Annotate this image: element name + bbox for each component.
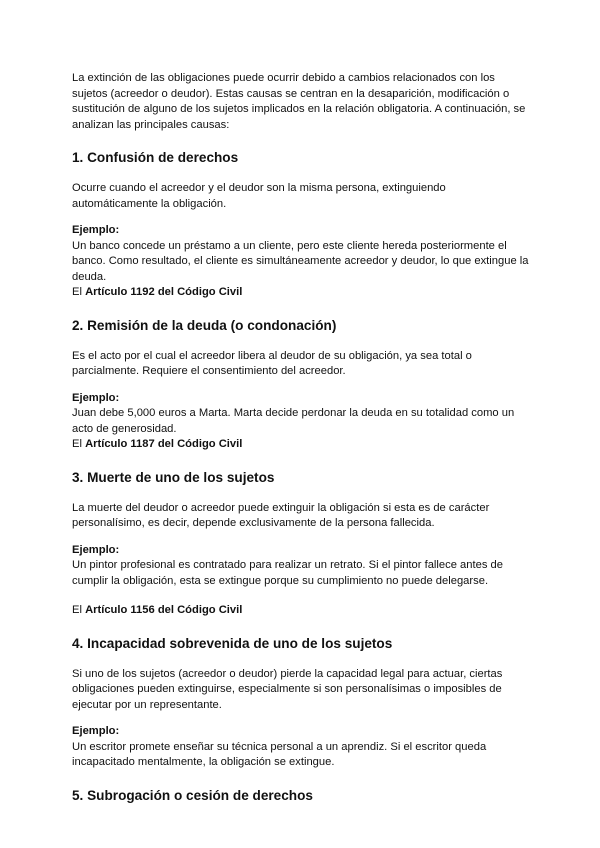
- section-definition: Ocurre cuando el acreedor y el deudor son la misma persona, extinguiendo automáticamente la obligación.: [72, 182, 446, 210]
- section-definition: La muerte del deudor o acreedor puede extinguir la obligación si esta es de carácter personalísimo, es decir, depende exclusivamente de la persona fallecida.: [72, 501, 490, 529]
- intro-paragraph: La extinción de las obligaciones puede ocurrir debido a cambios relacionados con los sujetos (acreedor o deudor). Estas causas se centran en la desaparición, modificación o sustitución de alguno de los sujetos implicados en la relación obligatoria. A continuación, se analizan las principales causas:: [72, 72, 526, 131]
- reference-prefix: El: [72, 604, 86, 616]
- article-citation: Artículo 1192 del Código Civil: [85, 286, 243, 298]
- section-definition: Es el acto por el cual el acreedor libera al deudor de su obligación, ya sea total o parcialmente. Requiere el consentimiento del acreedor.: [72, 349, 472, 377]
- article-citation: Artículo 1187 del Código Civil: [85, 438, 243, 450]
- article-reference: [72, 437, 530, 453]
- example-text: Un banco concede un préstamo a un cliente, pero este cliente hereda posteriormente el banco. Como resultado, el cliente es simultáneamente acreedor y deudor, lo que extingue la deuda.: [72, 239, 529, 283]
- spacer: [72, 589, 530, 603]
- section-title: 4. Incapacidad sobrevenida de uno de los sujetos: [72, 635, 393, 651]
- reference-prefix: El: [72, 286, 86, 298]
- section-confusion: [72, 149, 530, 301]
- article-reference: [72, 285, 530, 301]
- example-label: Ejemplo:: [72, 543, 120, 556]
- example-text: Un pintor profesional es contratado para realizar un retrato. Si el pintor fallece antes de cumplir la obligación, esta se extingue porque su cumplimiento no puede delegarse.: [72, 559, 503, 587]
- section-title: 3. Muerte de uno de los sujetos: [72, 469, 275, 485]
- example-text: Juan debe 5,000 euros a Marta. Marta decide perdonar la deuda en su totalidad como un acto de generosidad.: [72, 407, 515, 435]
- section-title: 1. Confusión de derechos: [72, 150, 239, 165]
- section-definition: Si uno de los sujetos (acreedor o deudor) pierde la capacidad legal para actuar, ciertas obligaciones pueden extinguirse, especialmente si son personalísimas o imposibles de ejecutar por un representante.: [72, 667, 503, 711]
- article-reference: [72, 603, 530, 619]
- section-incapacidad: [72, 635, 530, 771]
- section-remision: [72, 317, 530, 453]
- example-label: Ejemplo:: [72, 391, 120, 404]
- section-subrogacion: [72, 787, 530, 805]
- reference-prefix: El: [72, 438, 86, 450]
- example-text: Un escritor promete enseñar su técnica personal a un aprendiz. Si el escritor queda incapacitado mentalmente, la obligación se extingue.: [72, 740, 487, 768]
- section-title: 5. Subrogación o cesión de derechos: [72, 787, 313, 803]
- section-muerte: [72, 469, 530, 619]
- example-label: Ejemplo:: [72, 224, 120, 236]
- section-title: 2. Remisión de la deuda (o condonación): [72, 317, 337, 333]
- example-label: Ejemplo:: [72, 725, 120, 737]
- article-citation: Artículo 1156 del Código Civil: [85, 604, 243, 616]
